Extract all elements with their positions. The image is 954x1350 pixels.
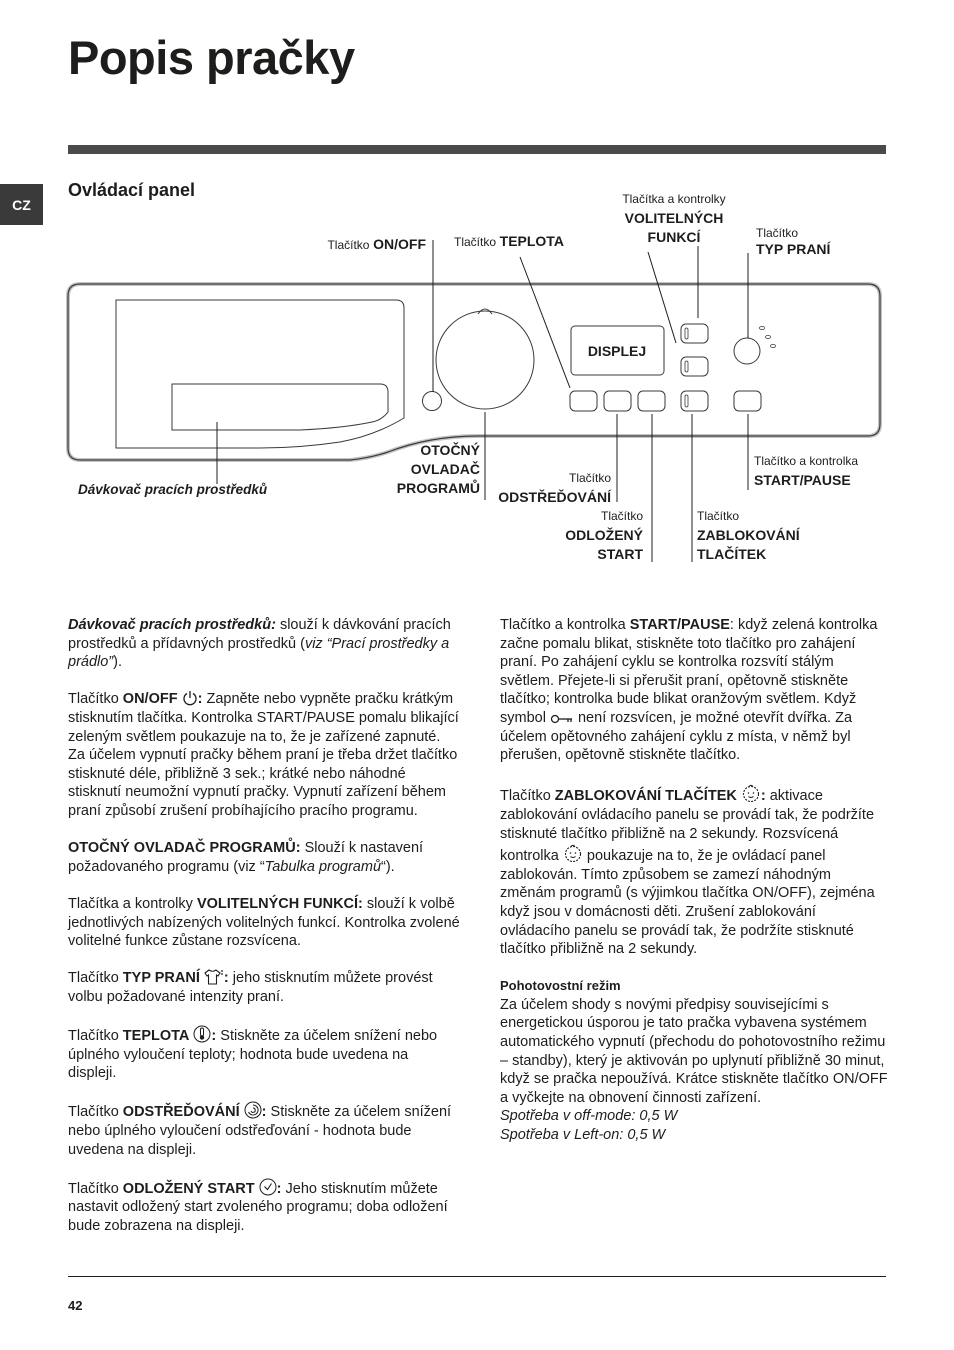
- para-spin: Tlačítko ODSTŘEĎOVÁNÍ : Stiskněte za účelem snížení nebo úplného vyloučení odstřeďování - hodnota bude uvedena na displeji.: [68, 1101, 460, 1159]
- drawer-handle: [172, 384, 388, 430]
- page-number: 42: [68, 1298, 83, 1313]
- footer-rule: [68, 1276, 886, 1277]
- para-program-knob: OTOČNÝ OVLADAČ PROGRAMŮ: Slouží k nastavení požadovaného programu (viz “Tabulka programů“).: [68, 840, 424, 875]
- shirt-icon: [204, 969, 224, 985]
- temperature-button: [570, 391, 597, 411]
- standby-section: [500, 977, 888, 1144]
- label-knob: OTOČNÝ OVLADAČ PROGRAMŮ: [396, 442, 480, 496]
- para-dispenser: Dávkovač pracích prostředků: slouží k dávkování pracích prostředků a přídavných prostředků (viz “Prací prostředky a prádlo”).: [68, 617, 451, 671]
- clock-icon: [259, 1178, 277, 1196]
- detergent-drawer: [116, 300, 404, 448]
- power-icon: [182, 690, 198, 706]
- standby-text: Za účelem shody s novými předpisy souvisejícími s energetickou úsporou je tato pračka vybavena systémem automatického vypnutí (přechodu do pohotovostního režimu – standby), který je aktivován po uplynutí přibližně 30 minut, když se pračka nepoužívá. Krátce stiskněte tlačítko ON/OFF a vyčkejte na obnovení činnosti zařízení.: [500, 996, 888, 1106]
- right-column: [500, 616, 888, 1145]
- para-options: Tlačítka a kontrolky VOLITELNÝCH FUNKCÍ: slouží k volbě jednotlivých nabízených volitelných funkcí. Kontrolka zvolené volitelné funkce zůstane rozsvícena.: [68, 895, 460, 950]
- label-odstredovani: Tlačítko ODSTŘEĎOVÁNÍ: [498, 471, 611, 505]
- label-zablokovani: Tlačítko ZABLOKOVÁNÍ TLAČÍTEK: [697, 509, 800, 562]
- page-title: Popis pračky: [68, 31, 355, 84]
- door-lock-key-icon: [550, 713, 574, 725]
- spin-button: [604, 391, 631, 411]
- para-onoff: Tlačítko ON/OFF : Zapněte nebo vypněte pračku krátkým stisknutím tlačítka. Kontrolka START/PAUSE pomalu blikající zeleným světlem poukazuje na to, že je zařízené zapnuté. Za účelem vypnutí pračky během praní je třeba držet tlačítko stisknuté déle, přibližně 3 sek.; krátké nebo náhodné stisknutí neumožní vypnutí pračky. Vypnutí zařízení během praní způsobí zrušení probíhajícího pracího programu.: [68, 691, 459, 819]
- wash-type-button: [734, 338, 760, 364]
- label-onoff: Tlačítko ON/OFF: [327, 236, 426, 252]
- onoff-button: [423, 392, 442, 411]
- label-start-pause: Tlačítko a kontrolka START/PAUSE: [754, 454, 859, 488]
- child-lock-indicator-icon: [563, 843, 583, 863]
- start-pause-button: [734, 391, 761, 411]
- para-temperature: Tlačítko TEPLOTA : Stiskněte za účelem snížení nebo úplného vyloučení teploty; hodnota bude uvedena na displeji.: [68, 1025, 460, 1083]
- para-start-pause: Tlačítko a kontrolka START/PAUSE: když zelená kontrolka začne pomalu blikat, stiskněte toto tlačítko pro zahájení praní. Po zahájení cyklu se kontrolka rozsvítí stálým světlem. Přejete-li si přerušit praní, opětovně stiskněte tlačítko; kontrolka bude blikat oranžovým světlem. Když symbol není rozsvícen, je možné otevřít dvířka. Za účelem opětovného zahájení cyklu z místa, v němž byl přerušen, opětovně stiskněte tlačítko.: [500, 617, 878, 764]
- para-delay-start: Tlačítko ODLOŽENÝ START : Jeho stisknutím můžete nastavit odložený start zvoleného programu; doba odložení bude zobrazena na displeji.: [68, 1178, 460, 1236]
- consumption-left-on: Spotřeba v Left-on: 0,5 W: [500, 1127, 666, 1144]
- panel-outline: [68, 284, 880, 460]
- language-tab: CZ: [0, 184, 43, 225]
- label-dispenser: Dávkovač pracích prostředků: [78, 482, 268, 497]
- delay-start-button: [638, 391, 665, 411]
- program-knob: [436, 311, 534, 409]
- child-lock-icon: [741, 783, 761, 803]
- label-odlozeny-start: Tlačítko ODLOŽENÝ START: [565, 509, 643, 562]
- display-label: DISPLEJ: [587, 343, 647, 359]
- section-title: Ovládací panel: [68, 180, 196, 200]
- label-volitelne: Tlačítka a kontrolky VOLITELNÝCH FUNKCÍ: [622, 192, 726, 245]
- label-typ-prani: Tlačítko TYP PRANÍ: [756, 226, 831, 257]
- standby-heading: Pohotovostní režim: [500, 978, 621, 994]
- label-teplota: Tlačítko TEPLOTA: [454, 233, 564, 249]
- left-column: [68, 616, 460, 1254]
- consumption-off-mode: Spotřeba v off-mode: 0,5 W: [500, 1108, 678, 1125]
- thermometer-icon: [193, 1025, 211, 1043]
- para-wash-type: Tlačítko TYP PRANÍ : jeho stisknutím můžete provést volbu požadované intenzity praní.: [68, 970, 433, 1005]
- para-key-lock: Tlačítko ZABLOKOVÁNÍ TLAČÍTEK : aktivace zablokování ovládacího panelu se provádí tak, že podržíte stisknuté tlačítko přibližně na 2 sekundy. Rozsvícená kontrolka poukazuje na to, že je ovládací panel zablokován. Tímto způsobem se zamezí náhodným změnám programů (s výjimkou tlačítka ON/OFF), zejména když jsou v domácnosti děti. Zrušení zablokování ovládacího panelu se provádí tak, že podržíte stisknuté tlačítko přibližně na 2 sekundy.: [500, 783, 888, 958]
- spin-icon: [244, 1101, 262, 1119]
